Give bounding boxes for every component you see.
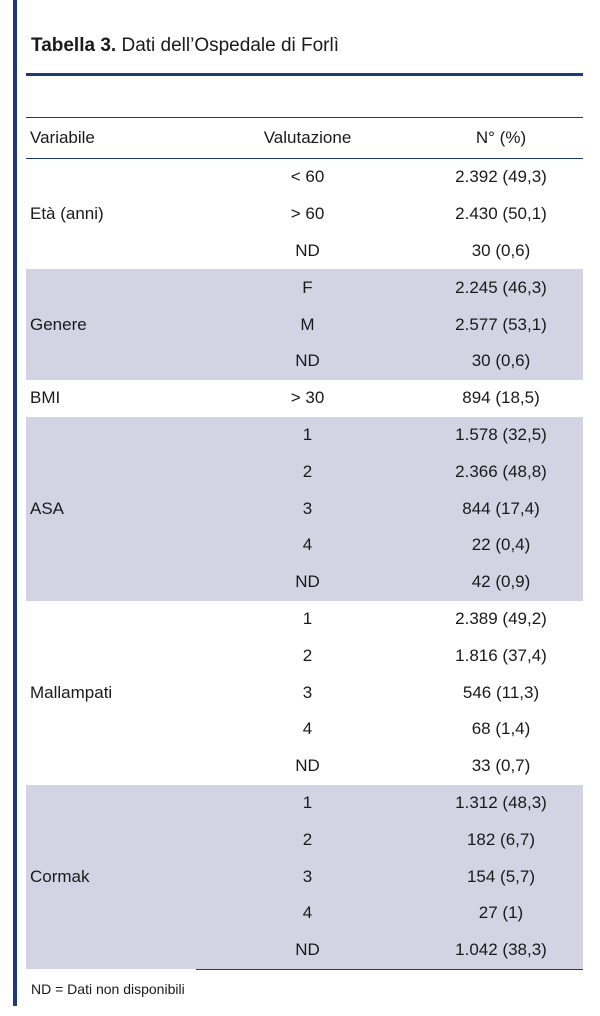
count-percent-cell: 1.312 (48,3) — [419, 785, 583, 822]
table-row — [26, 159, 583, 196]
valutazione-cell: 3 — [196, 490, 419, 527]
valutazione-cell: ND — [196, 564, 419, 601]
variable-cell: Età (anni) — [26, 159, 196, 270]
table-header — [26, 118, 583, 159]
data-table — [26, 117, 583, 970]
count-percent-cell: 154 (5,7) — [419, 858, 583, 895]
row-group — [26, 601, 583, 785]
variable-cell: BMI — [26, 380, 196, 417]
valutazione-cell: ND — [196, 233, 419, 270]
variable-cell: Mallampati — [26, 601, 196, 785]
row-group — [26, 159, 583, 270]
count-percent-cell: 33 (0,7) — [419, 748, 583, 785]
count-percent-cell: 2.430 (50,1) — [419, 196, 583, 233]
table-row — [26, 417, 583, 454]
row-group — [26, 417, 583, 601]
count-percent-cell: 2.245 (46,3) — [419, 269, 583, 306]
valutazione-cell: 3 — [196, 674, 419, 711]
count-percent-cell: 42 (0,9) — [419, 564, 583, 601]
count-percent-cell: 2.366 (48,8) — [419, 453, 583, 490]
valutazione-cell: < 60 — [196, 159, 419, 196]
variable-cell: Genere — [26, 269, 196, 379]
valutazione-cell: 4 — [196, 711, 419, 748]
valutazione-cell: 2 — [196, 821, 419, 858]
footnote: ND = Dati non disponibili — [31, 981, 185, 997]
valutazione-cell: ND — [196, 932, 419, 969]
valutazione-cell: 2 — [196, 453, 419, 490]
count-percent-cell: 1.816 (37,4) — [419, 637, 583, 674]
column-header-n-percent: N° (%) — [419, 118, 583, 159]
count-percent-cell: 2.389 (49,2) — [419, 601, 583, 638]
valutazione-cell: F — [196, 269, 419, 306]
column-header-valutazione: Valutazione — [196, 118, 419, 159]
count-percent-cell: 2.577 (53,1) — [419, 306, 583, 343]
table-row — [26, 785, 583, 822]
table-row — [26, 380, 583, 417]
count-percent-cell: 844 (17,4) — [419, 490, 583, 527]
row-group — [26, 269, 583, 379]
count-percent-cell: 27 (1) — [419, 895, 583, 932]
valutazione-cell: 1 — [196, 785, 419, 822]
table-row — [26, 601, 583, 638]
count-percent-cell: 182 (6,7) — [419, 821, 583, 858]
count-percent-cell: 22 (0,4) — [419, 527, 583, 564]
valutazione-cell: > 60 — [196, 196, 419, 233]
valutazione-cell: ND — [196, 343, 419, 380]
valutazione-cell: 4 — [196, 895, 419, 932]
valutazione-cell: 1 — [196, 601, 419, 638]
valutazione-cell: ND — [196, 748, 419, 785]
table-row — [26, 269, 583, 306]
valutazione-cell: M — [196, 306, 419, 343]
count-percent-cell: 1.042 (38,3) — [419, 932, 583, 969]
left-accent-bar — [13, 0, 17, 1006]
valutazione-cell: 4 — [196, 527, 419, 564]
valutazione-cell: 3 — [196, 858, 419, 895]
row-group — [26, 380, 583, 417]
count-percent-cell: 546 (11,3) — [419, 674, 583, 711]
variable-cell: Cormak — [26, 785, 196, 969]
count-percent-cell: 1.578 (32,5) — [419, 417, 583, 454]
table-title-text: Dati dell’Ospedale di Forlì — [121, 35, 340, 56]
header-row — [26, 118, 583, 159]
table-title-label: Tabella 3. — [31, 35, 117, 56]
count-percent-cell: 30 (0,6) — [419, 233, 583, 270]
valutazione-cell: > 30 — [196, 380, 419, 417]
count-percent-cell: 894 (18,5) — [419, 380, 583, 417]
count-percent-cell: 30 (0,6) — [419, 343, 583, 380]
column-header-variabile: Variabile — [26, 118, 196, 159]
valutazione-cell: 2 — [196, 637, 419, 674]
table-title — [31, 30, 584, 62]
count-percent-cell: 68 (1,4) — [419, 711, 583, 748]
variable-cell: ASA — [26, 417, 196, 601]
row-group — [26, 785, 583, 969]
title-divider — [26, 73, 583, 76]
valutazione-cell: 1 — [196, 417, 419, 454]
count-percent-cell: 2.392 (49,3) — [419, 159, 583, 196]
